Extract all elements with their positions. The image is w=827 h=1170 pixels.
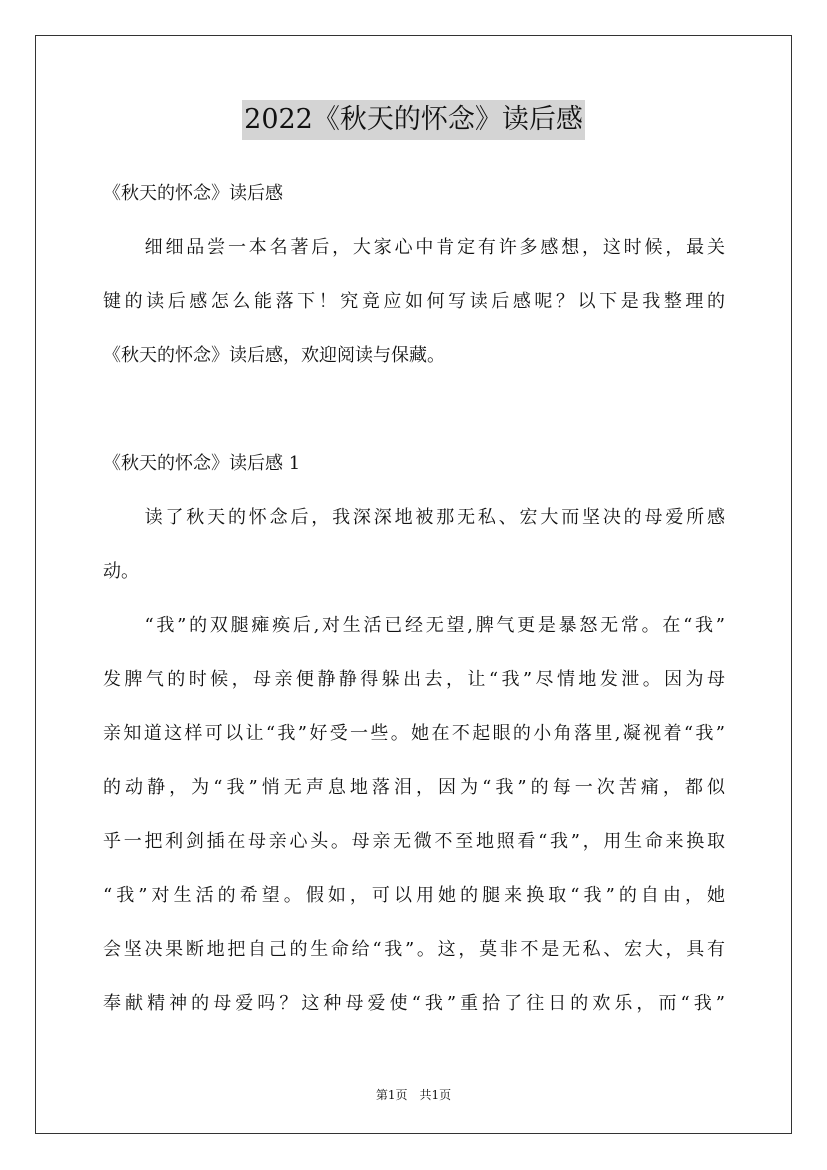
paragraph-line: 亲知道这样可以让“我”好受一些。她在不起眼的小角落里,凝视着“我” [103, 723, 725, 744]
paragraph-line: 会坚决果断地把自己的生命给“我”。这，莫非不是无私、宏大，具有 [103, 939, 725, 960]
page-footer: 第1页 共1页 [375, 1088, 452, 1102]
section-heading: 《秋天的怀念》读后感 1 [103, 453, 301, 474]
paragraph-line: “我”对生活的希望。假如，可以用她的腿来换取“我”的自由，她 [103, 885, 725, 906]
document-title: 2022《秋天的怀念》读后感 [242, 100, 585, 140]
paragraph-line: 读了秋天的怀念后，我深深地被那无私、宏大而坚决的母爱所感 [103, 507, 725, 528]
paragraph-line: 发脾气的时候，母亲便静静得躲出去，让“我”尽情地发泄。因为母 [103, 669, 725, 690]
paragraph-line: 乎一把利剑插在母亲心头。母亲无微不至地照看“我”，用生命来换取 [103, 831, 725, 852]
paragraph-line: 键的读后感怎么能落下！究竟应如何写读后感呢？以下是我整理的 [103, 291, 725, 312]
paragraph-line: 动。 [103, 561, 139, 582]
paragraph-line: 《秋天的怀念》读后感，欢迎阅读与保藏。 [103, 345, 445, 366]
paragraph-line: 的动静，为“我”悄无声息地落泪，因为“我”的每一次苦痛，都似 [103, 777, 725, 798]
paragraph-line: 细细品尝一本名著后，大家心中肯定有许多感想，这时候，最关 [103, 237, 725, 258]
section-heading: 《秋天的怀念》读后感 [103, 183, 283, 204]
paragraph-line: “我”的双腿瘫痪后,对生活已经无望,脾气更是暴怒无常。在“我” [103, 615, 725, 636]
paragraph-line: 奉献精神的母爱吗？这种母爱使“我”重拾了往日的欢乐，而“我” [103, 993, 725, 1014]
